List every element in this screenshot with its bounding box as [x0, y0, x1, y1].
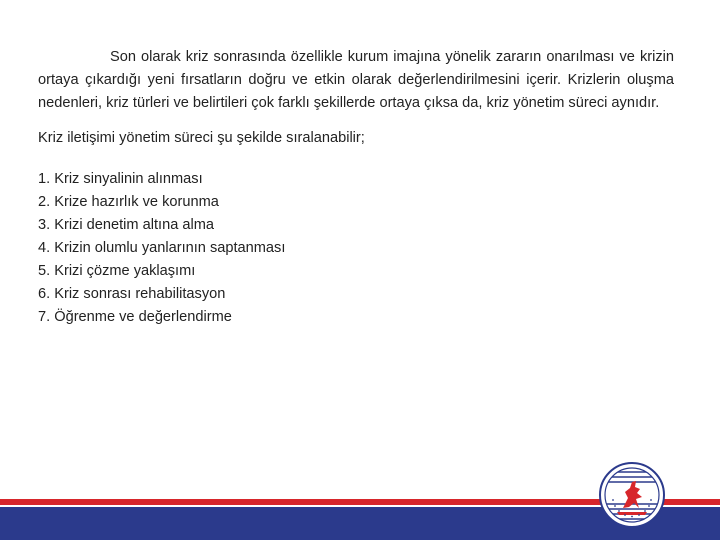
list-item: 1. Kriz sinyalinin alınması	[38, 171, 203, 187]
list-intro: Kriz iletişimi yönetim süreci şu şekilde sıralanabilir;	[38, 130, 365, 146]
slide-content	[38, 46, 674, 329]
list-item: 4. Krizin olumlu yanlarının saptanması	[38, 240, 286, 256]
list-item: 3. Krizi denetim altına alma	[38, 217, 215, 233]
list-item: 7. Öğrenme ve değerlendirme	[38, 309, 232, 325]
list-item: 5. Krizi çözme yaklaşımı	[38, 263, 196, 279]
university-seal-icon	[599, 462, 665, 528]
process-steps-list	[38, 168, 674, 329]
body-paragraph: Son olarak kriz sonrasında özellikle kurum imajına yönelik zararın onarılması ve krizin ortaya çıkardığı yeni fırsatların doğru ve etkin olarak değerlendirilmesini içerir. Krizlerin oluşma nedenleri, kriz türleri ve belirtileri çok farklı şekillerde ortaya çıksa da, kriz yönetim süreci aynıdır.	[38, 49, 674, 111]
list-item: 6. Kriz sonrası rehabilitasyon	[38, 286, 226, 302]
list-item: 2. Krize hazırlık ve korunma	[38, 194, 219, 210]
